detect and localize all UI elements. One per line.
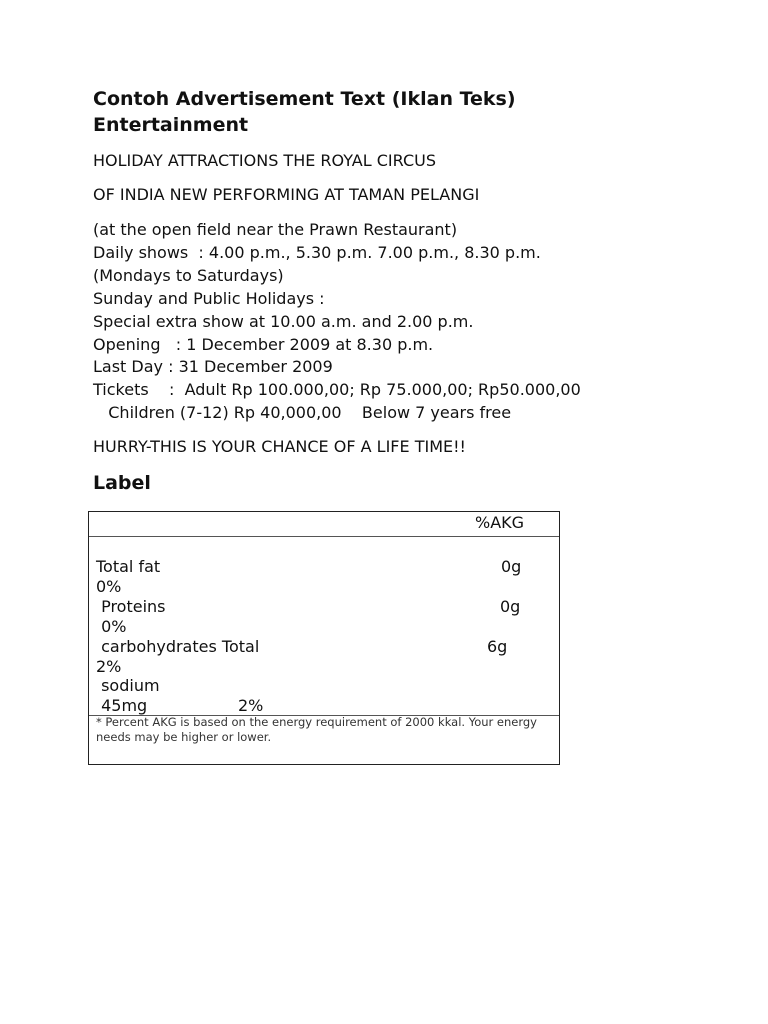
row-sodium-percent: 2% — [238, 696, 264, 715]
row-total-fat-amount: 0g — [501, 557, 522, 576]
row-carbohydrates-percent: 2% — [96, 657, 122, 676]
ad-detail-daily-shows: Daily shows : 4.00 p.m., 5.30 p.m. 7.00 p.m., 8.30 p.m. — [93, 243, 541, 262]
ad-detail-children: Children (7-12) Rp 40,000,00 Below 7 years free — [93, 403, 512, 422]
ad-headline-1: HOLIDAY ATTRACTIONS THE ROYAL CIRCUS — [93, 151, 436, 170]
ad-headline-2: OF INDIA NEW PERFORMING AT TAMAN PELANGI — [93, 185, 480, 204]
nutrition-label — [88, 511, 560, 765]
row-sodium-name: sodium — [96, 676, 160, 695]
row-carbohydrates-amount: 6g — [487, 637, 508, 656]
ad-detail-location: (at the open field near the Prawn Restaurant) — [93, 220, 458, 239]
ad-detail-tickets: Tickets : Adult Rp 100.000,00; Rp 75.000,00; Rp50.000,00 — [93, 380, 581, 399]
page-title-line-1: Contoh Advertisement Text (Iklan Teks) — [93, 88, 516, 110]
row-proteins-amount: 0g — [500, 597, 521, 616]
ad-detail-holidays: Sunday and Public Holidays : — [93, 289, 325, 308]
page-title-line-2: Entertainment — [93, 114, 249, 136]
page-title — [93, 86, 693, 138]
akg-header: %AKG — [475, 513, 525, 532]
row-proteins-name: Proteins — [96, 597, 166, 616]
label-heading: Label — [93, 472, 151, 494]
row-proteins-percent: 0% — [96, 617, 127, 636]
ad-detail-opening: Opening : 1 December 2009 at 8.30 p.m. — [93, 335, 434, 354]
akg-footnote: * Percent AKG is based on the energy requirement of 2000 kkal. Your energy needs may be higher or lower. — [96, 715, 537, 744]
row-total-fat-name: Total fat — [96, 557, 161, 576]
row-carbohydrates-name: carbohydrates Total — [96, 637, 260, 656]
header-divider — [89, 536, 559, 537]
row-sodium-amount: 45mg — [96, 696, 148, 715]
ad-detail-days: (Mondays to Saturdays) — [93, 266, 284, 285]
row-total-fat-percent: 0% — [96, 577, 122, 596]
ad-detail-extra-show: Special extra show at 10.00 a.m. and 2.00 p.m. — [93, 312, 474, 331]
ad-closing: HURRY-THIS IS YOUR CHANCE OF A LIFE TIME!! — [93, 437, 466, 456]
ad-detail-last-day: Last Day : 31 December 2009 — [93, 357, 333, 376]
